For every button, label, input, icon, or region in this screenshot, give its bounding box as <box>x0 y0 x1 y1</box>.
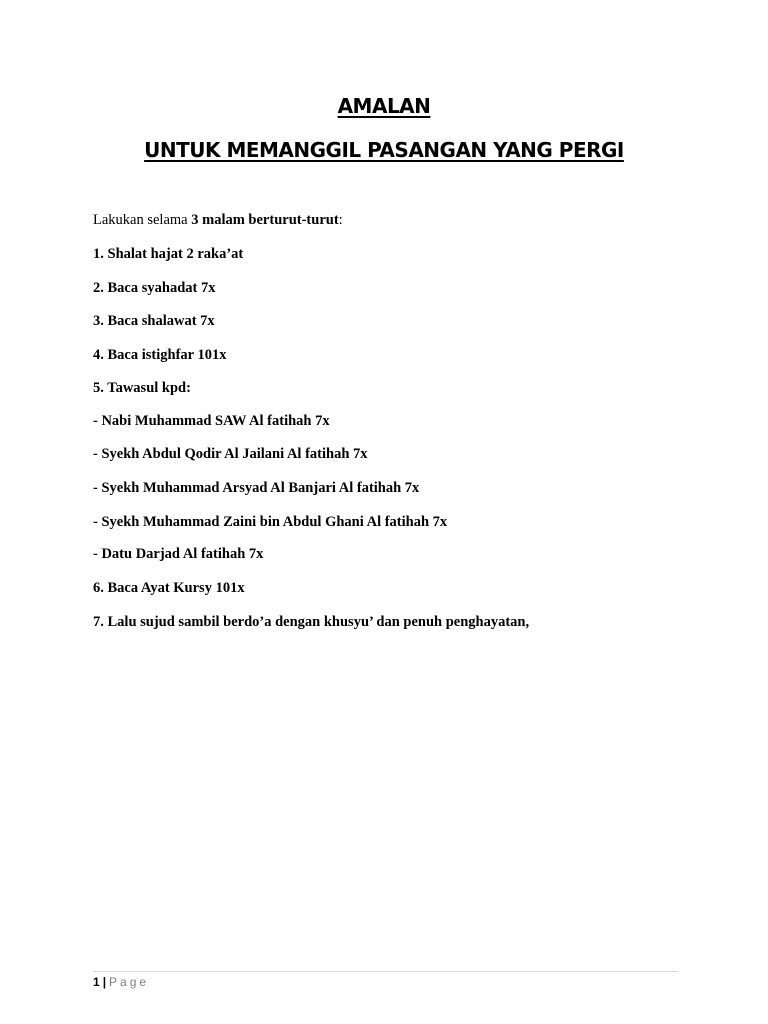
intro-prefix: Lakukan selama <box>93 212 192 228</box>
footer-divider <box>93 971 678 972</box>
page-footer <box>93 975 149 989</box>
list-subitem: - Datu Darjad Al fatihah 7x <box>93 546 264 562</box>
page-label: Page <box>109 975 150 989</box>
list-subitem: - Syekh Abdul Qodir Al Jailani Al fatihah 7x <box>93 446 368 462</box>
intro-suffix: : <box>338 212 343 228</box>
list-item: 1. Shalat hajat 2 raka’at <box>93 246 244 262</box>
list-item: 3. Baca shalawat 7x <box>93 313 215 329</box>
list-item: 2. Baca syahadat 7x <box>93 280 216 296</box>
document-subtitle: UNTUK MEMANGGIL PASANGAN YANG PERGI <box>144 138 624 162</box>
list-subitem: - Syekh Muhammad Arsyad Al Banjari Al fatihah 7x <box>93 480 420 496</box>
list-item: 6. Baca Ayat Kursy 101x <box>93 580 245 596</box>
footer-separator: | <box>102 975 107 989</box>
intro-duration: 3 malam berturut-turut <box>191 212 339 228</box>
page-number: 1 <box>93 975 100 989</box>
list-item: 5. Tawasul kpd: <box>93 380 191 396</box>
list-subitem: - Nabi Muhammad SAW Al fatihah 7x <box>93 413 330 429</box>
list-item: 4. Baca istighfar 101x <box>93 347 227 363</box>
document-title: AMALAN <box>337 94 431 118</box>
list-item: 7. Lalu sujud sambil berdo’a dengan khusyu’ dan penuh penghayatan, <box>93 614 530 630</box>
list-subitem: - Syekh Muhammad Zaini bin Abdul Ghani Al fatihah 7x <box>93 514 448 530</box>
intro-line <box>93 212 343 229</box>
